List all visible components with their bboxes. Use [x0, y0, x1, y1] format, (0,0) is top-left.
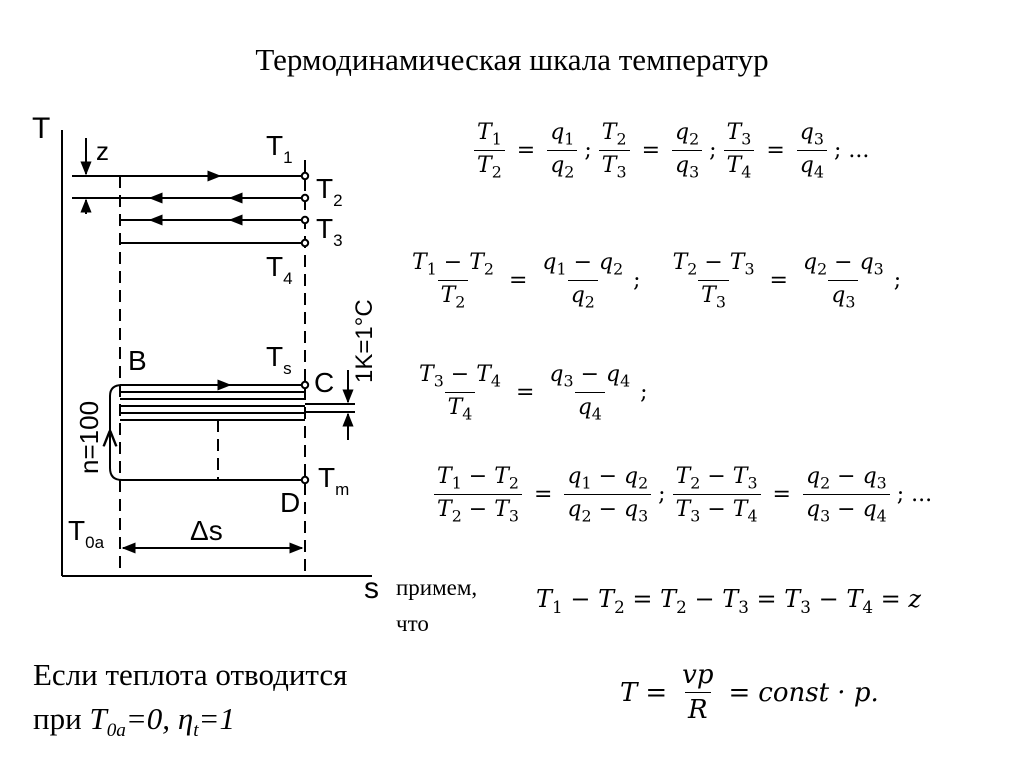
- axis-t-label: T: [32, 112, 51, 145]
- axis-s-label: s: [364, 572, 379, 605]
- point-c-label: C: [314, 367, 335, 398]
- formula-ideal-gas: T = $\frac{vp}{R}$ = const · p.: [620, 660, 879, 725]
- k-label: 1K=1°C: [351, 299, 378, 383]
- conclusion-text: Если теплота отводится при $T_{0a}=0$, $\eta_t=1$: [33, 657, 348, 742]
- ts-label: $T_s$: [266, 341, 292, 378]
- formula-differences-3: $\frac{T_1 - T_2}{T_2 - T_3}$ = $\frac{q_1 - q_2}{q_2 - q_3}$ ; $\frac{T_2 - T_3}{T_3 - T_4}$ = $\frac{q_2 - q_3}{q_3 - q_4}$ ; ...: [430, 464, 935, 526]
- z-label: z: [96, 136, 109, 166]
- delta-s-label: Δs: [190, 515, 223, 546]
- formula-differences-2: $\frac{T_3 - T_4}{T_4}$ = $\frac{q_3 - q_4}{q_4}$ ;: [419, 362, 648, 424]
- remark-text: примем, что: [396, 575, 478, 636]
- t2-label: $T_2$: [316, 173, 343, 210]
- t1-label: $T_1$: [266, 130, 293, 167]
- slide-title: Термодинамическая шкала температур: [255, 42, 769, 77]
- point-b-label: B: [128, 345, 147, 376]
- n-label: n=100: [74, 400, 104, 474]
- tm-label: $T_m$: [318, 462, 350, 499]
- t0a-label: $T_{0a}$: [68, 515, 105, 552]
- formula-ratios: $\frac{T_1}{T_2}$ = $\frac{q_1}{q_2}$ ; $\frac{T_2}{T_3}$ = $\frac{q_2}{q_3}$ ; $\frac{T_3}{T_4}$ = $\frac{q_3}{q_4}$ ; ...: [470, 120, 872, 182]
- t4-label: $T_4$: [266, 251, 293, 288]
- ts-diagram: [0, 0, 520, 640]
- point-d-label: D: [280, 487, 301, 518]
- t3-label: $T_3$: [316, 213, 343, 250]
- formula-equal-steps: $T_1 - T_2 = T_2 - T_3 = T_3 - T_4 = z$: [536, 585, 922, 617]
- formula-differences-1: $\frac{T_1 - T_2}{T_2}$ = $\frac{q_1 - q_2}{q_2}$ ; $\frac{T_2 - T_3}{T_3}$ = $\frac{q_2 - q_3}{q_3}$ ;: [412, 250, 902, 312]
